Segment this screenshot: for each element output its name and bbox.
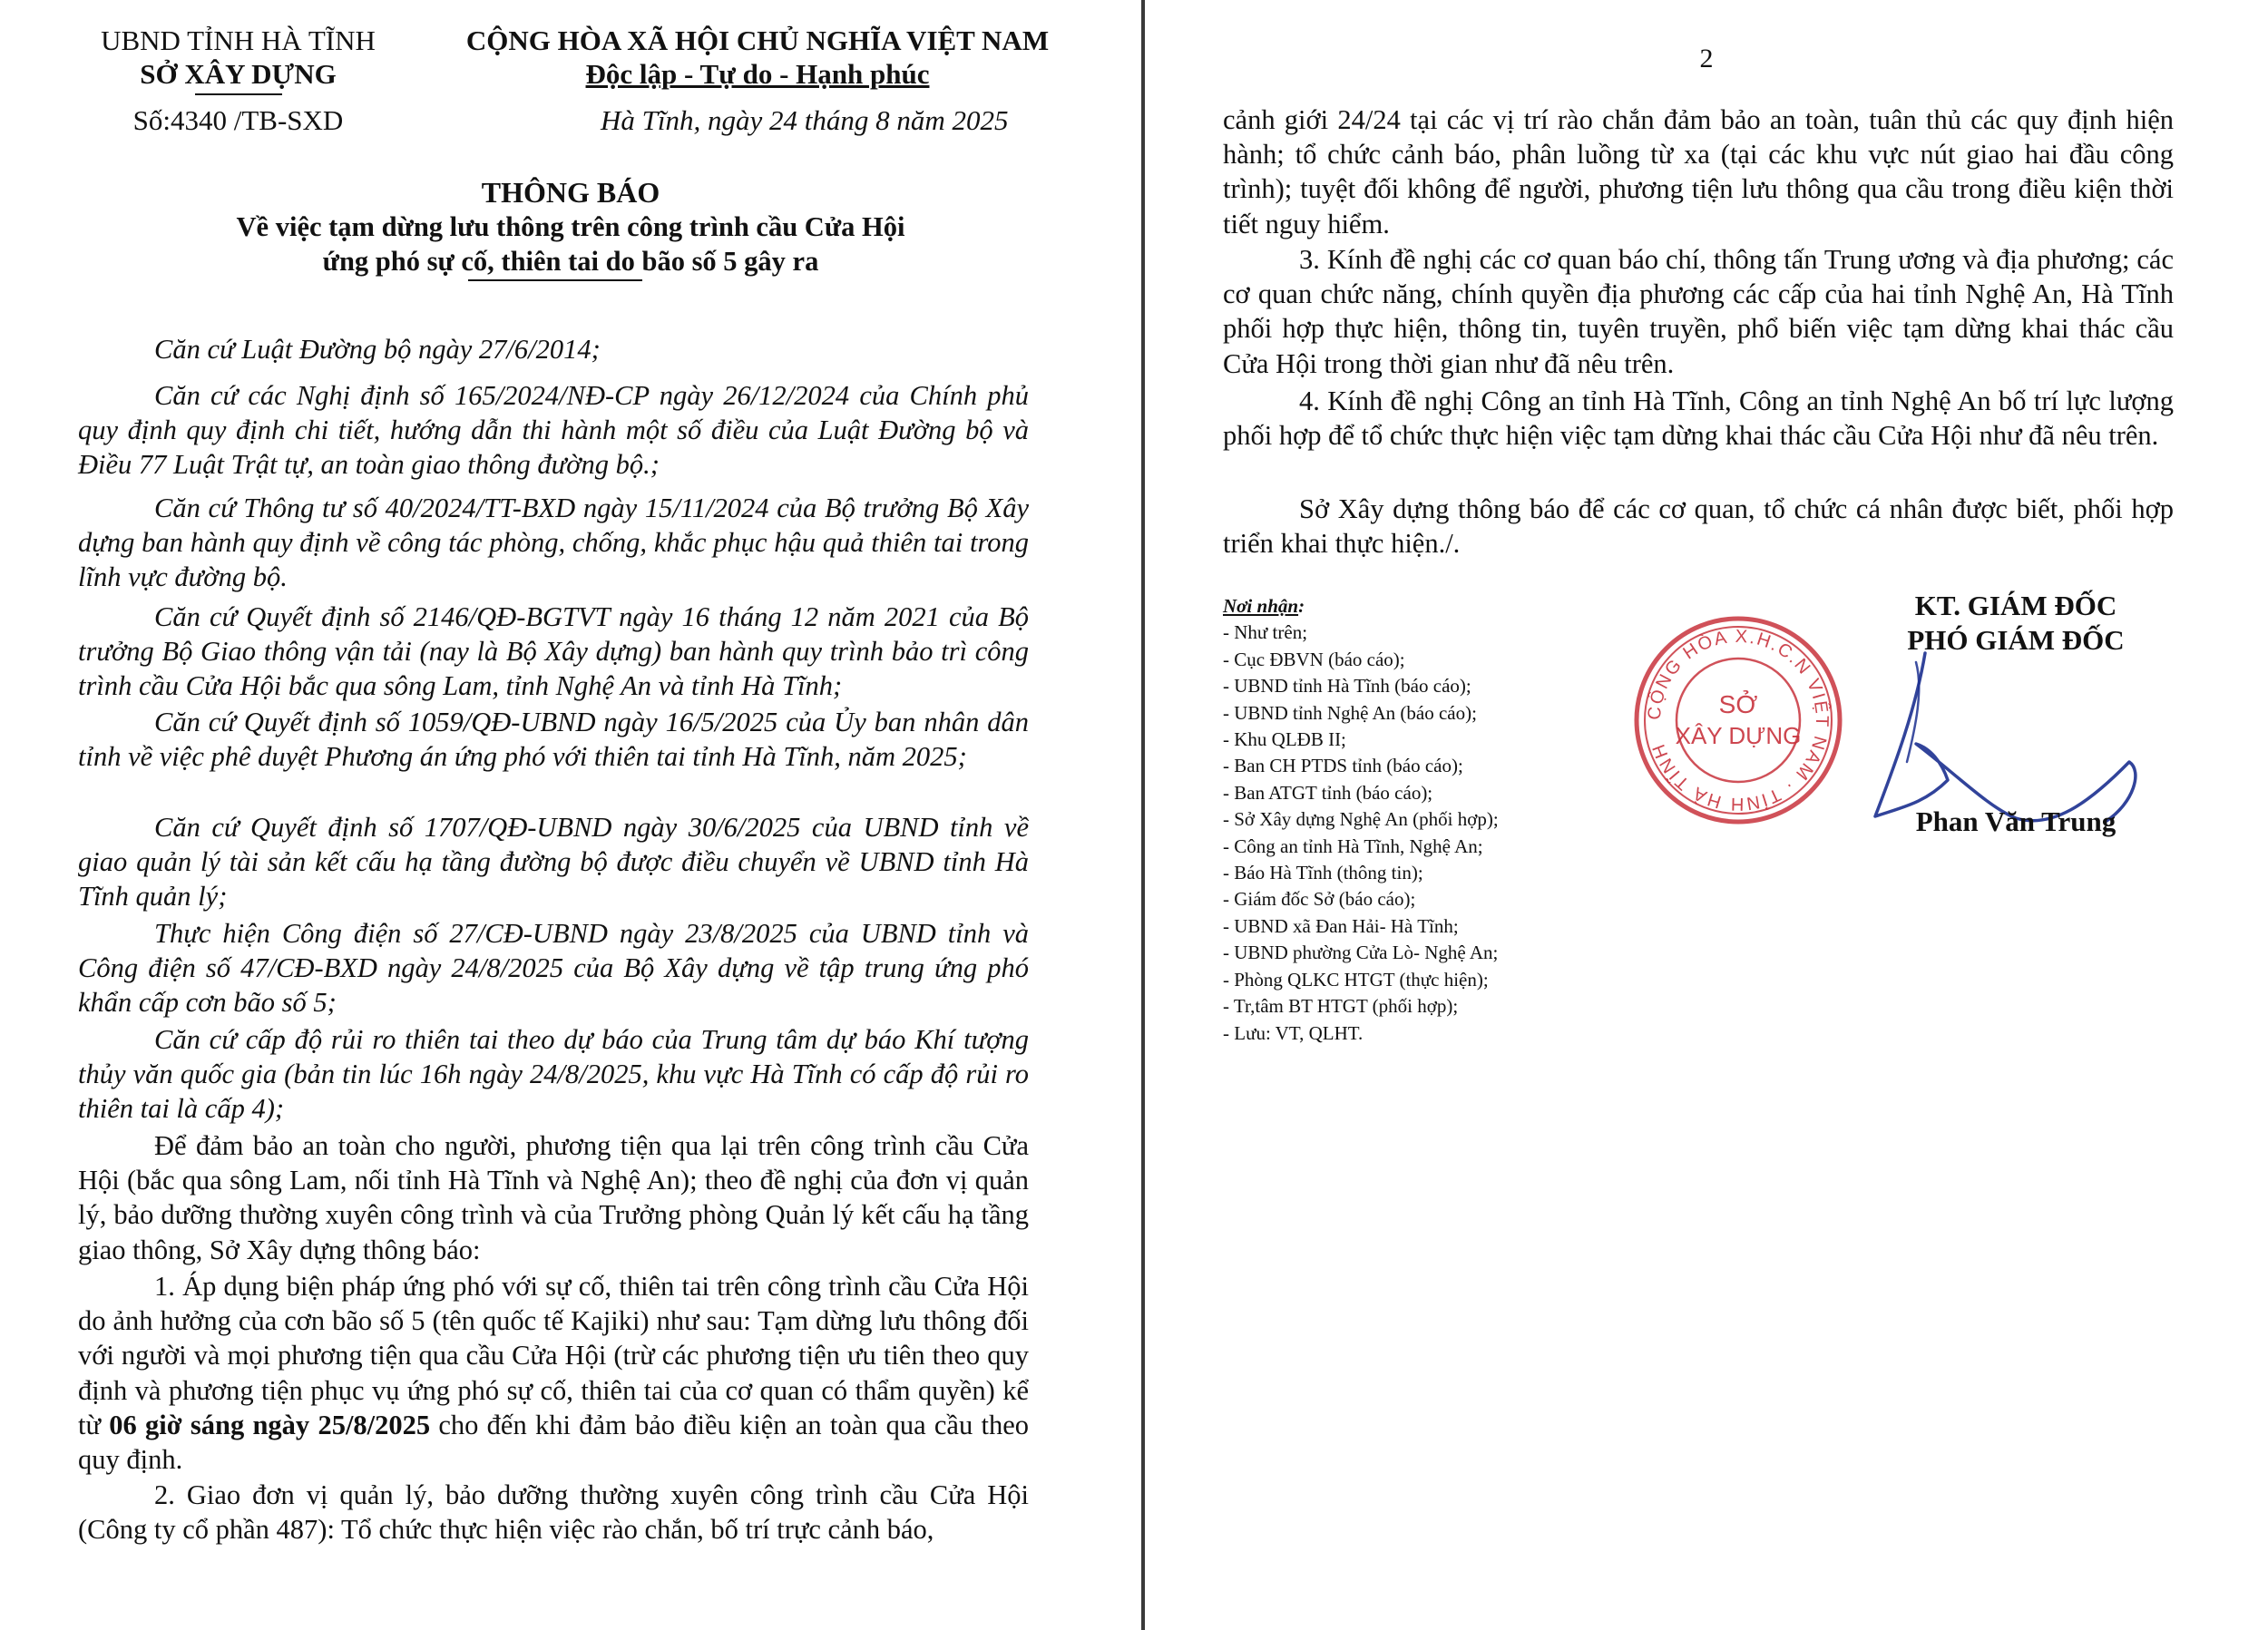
recipient-item: - Ban CH PTDS tỉnh (báo cáo); [1223,755,1463,777]
seal-center-text-1: SỞ [1718,690,1758,718]
document-date: Hà Tĩnh, ngày 24 tháng 8 năm 2025 [601,104,1009,136]
recipient-item: - Cục ĐBVN (báo cáo); [1223,648,1405,670]
recipient-item: - Lưu: VT, QLHT. [1223,1021,1364,1044]
legal-basis-8: Căn cứ cấp độ rủi ro thiên tai theo dự báo của Trung tâm dự báo Khí tượng thủy văn quốc gia (bản tin lúc 16h ngày 24/8/2025, khu vực Hà Tĩnh có cấp độ rủi ro thiên tai là cấp 4); [78,1024,1029,1125]
legal-basis-5: Căn cứ Quyết định số 1059/QĐ-UBND ngày 16/5/2025 của Ủy ban nhân dân tỉnh về việc phê duyệt Phương án ứng phó với thiên tai tỉnh Hà Tĩnh, năm 2025; [78,707,1029,773]
item-1-paragraph [78,1269,1029,1477]
document-subtitle-line2: ứng phó sự cố, thiên tai do bão số 5 gây ra [322,246,819,277]
recipient-item: - Tr,tâm BT HTGT (phối hợp); [1223,995,1459,1018]
department-underline [195,93,282,95]
page-number: 2 [1699,44,1714,73]
legal-basis-6: Căn cứ Quyết định số 1707/QĐ-UBND ngày 30/6/2025 của UBND tỉnh về giao quản lý tài sản kết cấu hạ tầng đường bộ được điều chuyển về UBND tỉnh Hà Tĩnh quản lý; [78,812,1029,913]
recipient-item: - Công an tỉnh Hà Tĩnh, Nghệ An; [1223,835,1483,857]
recipient-item: - Khu QLĐB II; [1223,728,1346,751]
closing-paragraph: Sở Xây dựng thông báo để các cơ quan, tổ chức cá nhân được biết, phối hợp triển khai thực hiện./. [1223,493,2174,560]
legal-basis-4: Căn cứ Quyết định số 2146/QĐ-BGTVT ngày 16 tháng 12 năm 2021 của Bộ trưởng Bộ Giao thông vận tải (nay là Bộ Xây dựng) ban hành quy trình bảo trì công trình cầu Cửa Hội bắc qua sông Lam, tỉnh Nghệ An và tỉnh Hà Tĩnh; [78,601,1029,702]
recipient-item: - UBND xã Đan Hải- Hà Tĩnh; [1223,914,1459,937]
seal-center-text-2: XÂY DỰNG [1675,722,1802,749]
legal-basis-3: Căn cứ Thông tư số 40/2024/TT-BXD ngày 15/11/2024 của Bộ trưởng Bộ Xây dựng ban hành quy định về công tác phòng, chống, khắc phục hậu quả thiên tai trong lĩnh vực đường bộ. [78,493,1029,593]
page-2 [1145,0,2268,1630]
item-2-continuation: cảnh giới 24/24 tại các vị trí rào chắn đảm bảo an toàn, tuân thủ các quy định hiện hành; tổ chức cảnh báo, phân luồng từ xa (tại các khu vực nút giao hai đầu công trình); tuyệt đối không để người, phương tiện lưu thông qua cầu trong điều kiện thời tiết nguy hiểm. [1223,104,2174,239]
recipient-item: - UBND phường Cửa Lò- Nghệ An; [1223,942,1499,964]
subtitle-underline [468,279,642,281]
item-4-paragraph: 4. Kính đề nghị Công an tỉnh Hà Tĩnh, Công an tỉnh Nghệ An bố trí lực lượng phối hợp để tổ chức thực hiện việc tạm dừng khai thác cầu Cửa Hội như đã nêu trên. [1223,386,2174,452]
legal-basis-1: Căn cứ Luật Đường bộ ngày 27/6/2014; [154,334,601,365]
recipient-item: - UBND tỉnh Hà Tĩnh (báo cáo); [1223,675,1471,698]
department-name: SỞ XÂY DỰNG [140,58,337,90]
item-1-text-before: 1. Áp dụng biện pháp ứng phó với sự cố, thiên tai trên công trình cầu Cửa Hội do ảnh hưởng của cơn bão số 5 (tên quốc tế Kajiki) như sau: Tạm dừng lưu thông đối với người và mọi phương tiện qua cầu Cửa Hội (trừ các phương tiện ưu tiên theo quy định và phương tiện phục vụ ứng phó sự cố, thiên tai của cơ quan có thẩm quyền) kể từ [78,1271,1029,1440]
recipient-item: - Phòng QLKC HTGT (thực hiện); [1223,968,1489,991]
recipient-item: - Giám đốc Sở (báo cáo); [1223,888,1416,911]
item-1-text-after: cho đến khi đảm bảo điều kiện an toàn qua cầu theo quy định. [78,1409,1029,1476]
recipient-item: - Báo Hà Tĩnh (thông tin); [1223,862,1423,884]
recipient-item: - Sở Xây dựng Nghệ An (phối hợp); [1223,808,1499,831]
document-title: THÔNG BÁO [481,176,660,209]
nation-name: CỘNG HÒA XÃ HỘI CHỦ NGHĨA VIỆT NAM [465,24,1050,56]
intro-paragraph: Để đảm bảo an toàn cho người, phương tiện qua lại trên công trình cầu Cửa Hội (bắc qua sông Lam, nối tỉnh Hà Tĩnh và Nghệ An); theo đề nghị của đơn vị quản lý, bảo dưỡng thường xuyên công trình và của Trưởng phòng Quản lý kết cấu hạ tầng giao thông, Sở Xây dựng thông báo: [78,1130,1029,1265]
recipient-item: - Ban ATGT tỉnh (báo cáo); [1223,781,1433,804]
recipient-item: - Như trên; [1223,621,1308,644]
national-motto: Độc lập - Tự do - Hạnh phúc [585,58,930,90]
item-3-paragraph: 3. Kính đề nghị các cơ quan báo chí, thông tấn Trung ương và địa phương; các cơ quan chức năng, chính quyền địa phương các cấp của hai tỉnh Nghệ An, Hà Tĩnh phối hợp thực hiện, thông tin, tuyên truyền, phổ biến việc tạm dừng khai thác cầu Cửa Hội trong thời gian như đã nêu trên. [1223,244,2174,379]
signature-title-1: KT. GIÁM ĐỐC [1914,590,2117,621]
item-1-effective-time: 06 giờ sáng ngày 25/8/2025 [109,1409,431,1440]
signature-title-2: PHÓ GIÁM ĐỐC [1907,624,2125,656]
recipient-item: - UBND tỉnh Nghệ An (báo cáo); [1223,701,1477,724]
document-number: Số:4340 /TB-SXD [132,104,344,136]
recipients-list [1223,593,1499,1047]
legal-basis-7: Thực hiện Công điện số 27/CĐ-UBND ngày 23/8/2025 của UBND tỉnh và Công điện số 47/CĐ-BXD ngày 24/8/2025 của Bộ Xây dựng về tập trung ứng phó khẩn cấp cơn bão số 5; [78,918,1029,1019]
agency-name: UBND TỈNH HÀ TĨNH [101,24,376,56]
recipients-title: Nơi nhận: [1223,595,1305,617]
item-2-paragraph: 2. Giao đơn vị quản lý, bảo dưỡng thường xuyên công trình cầu Cửa Hội (Công ty cổ phần 487): Tổ chức thực hiện việc rào chắn, bố trí trực cảnh báo, [78,1479,1029,1546]
document-subtitle-line1: Về việc tạm dừng lưu thông trên công trình cầu Cửa Hội [236,211,905,242]
seal-ring-text: CỘNG HÒA X.H.C.N VIỆT NAM · TỈNH HÀ TĨNH [1644,626,1833,815]
legal-basis-2: Căn cứ các Nghị định số 165/2024/NĐ-CP ngày 26/12/2024 của Chính phủ quy định quy định chi tiết, hướng dẫn thi hành một số điều của Luật Đường bộ và Điều 77 Luật Trật tự, an toàn giao thông đường bộ.; [78,380,1029,481]
signer-name: Phan Văn Trung [1915,805,2116,837]
